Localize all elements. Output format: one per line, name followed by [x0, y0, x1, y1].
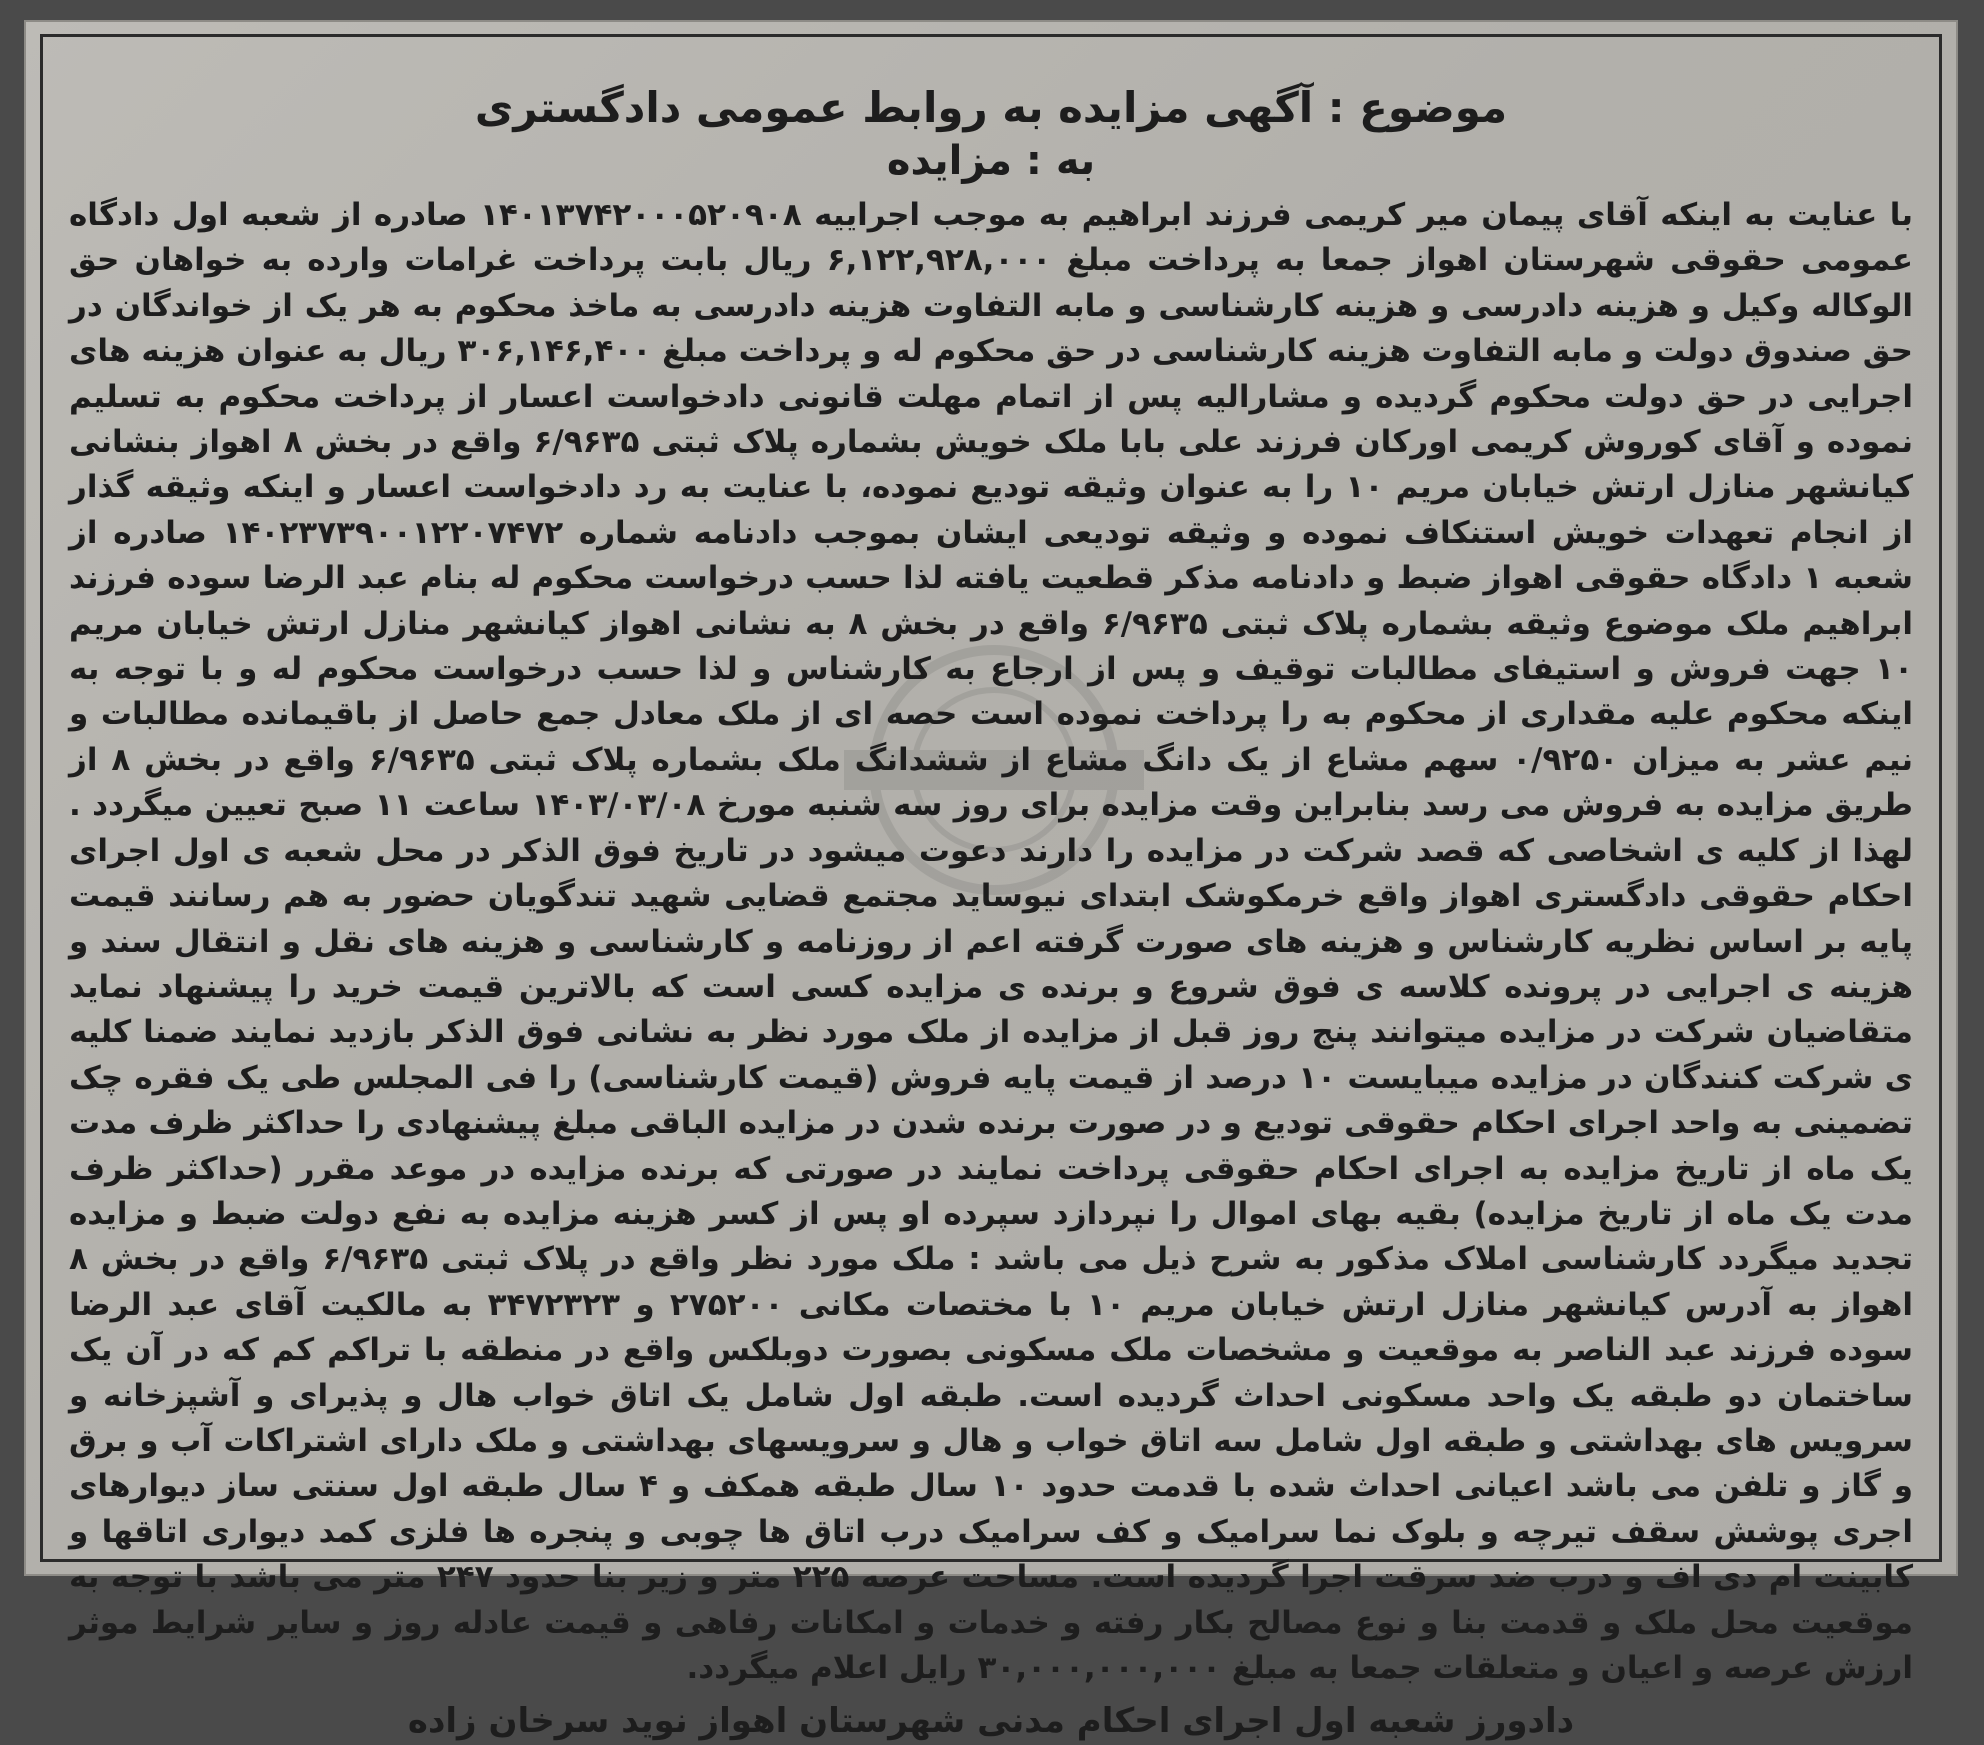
notice-title: موضوع : آگهی مزایده به روابط عمومی دادگستری [474, 83, 1508, 132]
notice-subtitle: به : مزایده [886, 138, 1096, 184]
newspaper-clipping [24, 20, 1958, 1742]
notice-frame [40, 34, 1942, 1742]
notice-signature: دادورز شعبه اول اجرای احکام مدنی شهرستان اهواز نوید سرخان زاده [407, 1701, 1575, 1742]
notice-body: با عنایت به اینکه آقای پیمان میر کریمی فرزند ابراهیم به موجب اجراییه ۱۴۰۱۳۷۴۲۰۰۰۵۲۰۹۰۸ صادره از شعبه اول دادگاه عمومی حقوقی شهرستان اهواز جمعا به پرداخت مبلغ ۶,۱۲۲,۹۲۸,۰۰۰ ریال بابت پرداخت غرامات وارده به خواهان حق الوکاله وکیل و هزینه دادرسی و هزینه کارشناسی و مابه التفاوت هزینه دادرسی به ماخذ محکوم به هر یک از خواندگان در حق صندوق دولت و مابه التفاوت هزینه کارشناسی در حق محکوم له و پرداخت مبلغ ۳۰۶,۱۴۶,۴۰۰ ریال به عنوان هزینه های اجرایی در حق دولت محکوم گردیده و مشارالیه پس از اتمام مهلت قانونی دادخواست اعسار از پرداخت محکوم به تسلیم نموده و آقای کوروش کریمی اورکان فرزند علی بابا ملک خویش بشماره پلاک ثبتی ۶/۹۶۳۵ واقع در بخش ۸ اهواز بنشانی کیانشهر منازل ارتش خیابان مریم ۱۰ را به عنوان وثیقه تودیع نموده، با عنایت به رد دادخواست اعسار و اینکه وثیقه گذار از انجام تعهدات خویش استنکاف نموده و وثیقه تودیعی ایشان بموجب دادنامه شماره ۱۴۰۲۳۷۳۹۰۰۱۲۲۰۷۴۷۲ صادره از شعبه ۱ دادگاه حقوقی اهواز ضبط و دادنامه مذکر قطعیت یافته لذا حسب درخواست محکوم له بنام عبد الرضا سوده فرزند ابراهیم ملک موضوع وثیقه بشماره پلاک ثبتی ۶/۹۶۳۵ واقع در بخش ۸ به نشانی اهواز کیانشهر منازل ارتش خیابان مریم ۱۰ جهت فروش و استیفای مطالبات توقیف و پس از ارجاع به کارشناس و لذا حسب درخواست محکوم له و با توجه به اینکه محکوم علیه مقداری از محکوم به را پرداخت نموده است حصه ای از ملک معادل جمع حاصل از باقیمانده مطالبات و نیم عشر به میزان ۰/۹۲۵۰ سهم مشاع از یک دانگ مشاع از ششدانگ ملک بشماره پلاک ثبتی ۶/۹۶۳۵ واقع در بخش ۸ از طریق مزایده به فروش می رسد بنابراین وقت مزایده برای روز سه شنبه مورخ ۱۴۰۳/۰۳/۰۸ ساعت ۱۱ صبح تعیین میگردد . لهذا از کلیه ی اشخاصی که قصد شرکت در مزایده را دارند دعوت میشود در تاریخ فوق الذکر در محل شعبه ی اول اجرای احکام حقوقی دادگستری اهواز واقع خرمکوشک ابتدای نیوساید مجتمع قضایی شهید تندگویان حضور به هم رسانند قیمت پایه بر اساس نظریه کارشناس و هزینه های صورت گرفته اعم از روزنامه و کارشناسی و هزینه های نقل و انتقال سند و هزینه ی اجرایی در پرونده کلاسه ی فوق شروع و برنده ی مزایده کسی است که بالاترین قیمت خرید را پیشنهاد نماید متقاضیان شرکت در مزایده میتوانند پنج روز قبل از مزایده از ملک مورد نظر به نشانی فوق الذکر بازدید نمایند ضمنا کلیه ی شرکت کنندگان در مزایده میبایست ۱۰ درصد از قیمت پایه فروش (قیمت کارشناسی) را فی المجلس طی یک فقره چک تضمینی به واحد اجرای احکام حقوقی تودیع و در صورت برنده شدن در مزایده الباقی مبلغ پیشنهادی را حداکثر ظرف مدت یک ماه از تاریخ مزایده به اجرای احکام حقوقی پرداخت نمایند در صورتی که برنده مزایده در موعد مقرر (حداکثر ظرف مدت یک ماه از تاریخ مزایده) بقیه بهای اموال را نپردازد سپرده او پس از کسر هزینه مزایده به نفع دولت ضبط و مزایده تجدید میگردد کارشناسی املاک مذکور به شرح ذیل می باشد : ملک مورد نظر واقع در پلاک ثبتی ۶/۹۶۳۵ واقع در بخش ۸ اهواز به آدرس کیانشهر منازل ارتش خیابان مریم ۱۰ با مختصات مکانی ۲۷۵۲۰۰ و ۳۴۷۲۳۲۳ به مالکیت آقای عبد الرضا سوده فرزند عبد الناصر به موقعیت و مشخصات ملک مسکونی بصورت دوبلکس واقع در منطقه با تراکم کم که در آن یک ساختمان دو طبقه یک واحد مسکونی احداث گردیده است. طبقه اول شامل یک اتاق خواب هال و پذیرای و آشپزخانه و سرویس های بهداشتی و طبقه اول شامل سه اتاق خواب و هال و سرویسهای بهداشتی و ملک دارای اشتراکات آب و برق و گاز و تلفن می باشد اعیانی احداث شده با قدمت حدود ۱۰ سال طبقه همکف و ۴ سال طبقه اول سنتی ساز دیوارهای اجری پوشش سقف تیرچه و بلوک نما سرامیک و کف سرامیک درب اتاق ها چوبی و پنجره ها فلزی کمد دیواری اتاقها و کابینت ام دی اف و درب ضد سرقت اجرا گردیده است. مساحت عرصه ۲۲۵ متر و زیر بنا حدود ۲۴۷ متر می باشد با توجه به موقعیت محل ملک و قدمت بنا و نوع مصالح بکار رفته و خدمات و امکانات رفاهی و قیمت عادله روز و سایر شرایط موثر ارزش عرصه و اعیان و متعلقات جمعا به مبلغ ۳۰,۰۰۰,۰۰۰,۰۰۰ رایل اعلام میگردد. [69, 197, 1914, 1686]
